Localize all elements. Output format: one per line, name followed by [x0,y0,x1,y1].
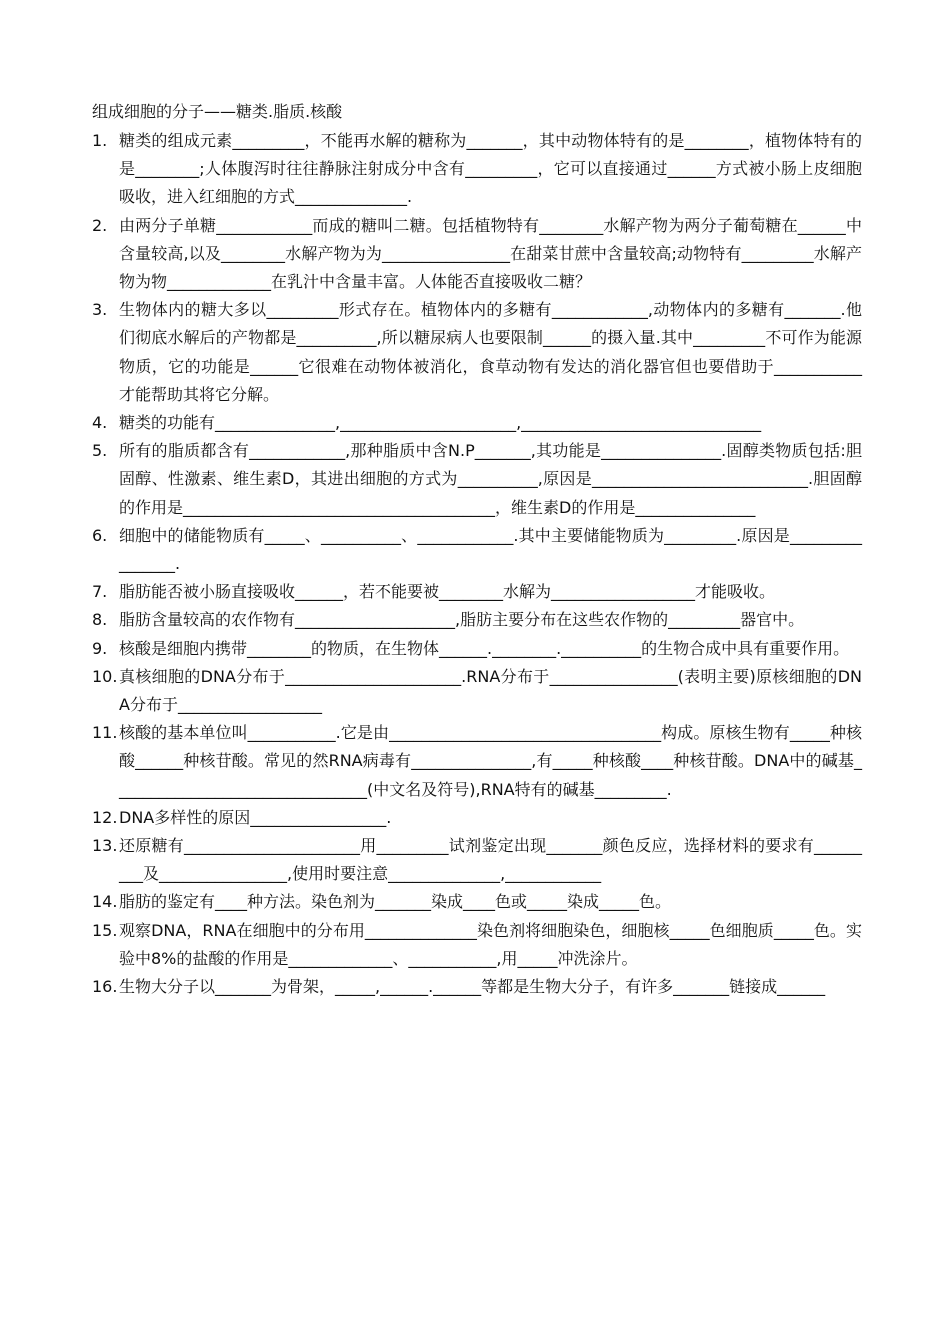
question-item [92,296,862,409]
question-item [92,888,862,916]
question-number: 5. [92,441,108,461]
question-text: 糖类的组成元素_________，不能再水解的糖称为_______，其中动物体特有的是________，植物体特有的是________;人体腹泻时往往静脉注射成分中含有_________，它可以直接通过______方式被小肠上皮细胞吸收，进入红细胞的方式______________. [119,131,862,207]
question-item [92,635,862,663]
document-title: 组成细胞的分子——糖类.脂质.核酸 [92,102,343,121]
question-number: 4. [92,413,108,433]
question-item [92,719,862,804]
question-item [92,973,862,1001]
question-item [92,663,862,719]
question-text: 核酸的基本单位叫___________.它是由__________________________________构成。原核生物有_____种核酸______种核苷酸。常见的然RNA病毒有_______________,有_____种核酸____种核苷酸。DNA中的碱基________________________________(中文名及符号),RNA特有的碱基_________. [119,723,862,799]
question-list [92,127,862,1001]
question-number: 16. [92,977,118,997]
question-number: 8. [92,610,108,630]
question-item [92,212,862,297]
question-number: 14. [92,892,118,912]
question-item [92,917,862,973]
question-text: 生物大分子以_______为骨架，_____,______.______等都是生物大分子，有许多_______链接成______ [119,977,826,997]
question-number: 15. [92,920,118,940]
question-text: 还原糖有______________________用_________试剂鉴定出现_______颜色反应，选择材料的要求有_________及________________,使用时要注意______________,____________ [119,836,862,884]
question-number: 10. [92,666,118,686]
question-number: 13. [92,836,118,856]
question-number: 9. [92,638,108,658]
question-number: 6. [92,525,108,545]
question-text: DNA多样性的原因_________________. [119,807,392,827]
question-number: 1. [92,131,108,150]
question-text: 脂肪含量较高的农作物有____________________,脂肪主要分布在这些农作物的_________器官中。 [119,610,805,630]
question-item [92,522,862,578]
question-item [92,578,862,606]
question-text: 糖类的功能有_______________,______________________,______________________________ [119,413,762,433]
question-item [92,437,862,522]
question-item [92,409,862,437]
question-number: 3. [92,300,108,320]
question-text: 观察DNA，RNA在细胞中的分布用______________染色剂将细胞染色，细胞核_____色细胞质_____色。实验中8%的盐酸的作用是_____________、___________,用_____冲洗涂片。 [119,920,862,968]
question-item [92,606,862,634]
question-number: 2. [92,215,108,235]
question-number: 12. [92,807,118,827]
question-text: 所有的脂质都含有____________,那种脂质中含N.P_______,其功能是_______________.固醇类物质包括:胆固醇、性激素、维生素D，其进出细胞的方式为__________,原因是___________________________.胆固醇的作用是_______________________________________，维生素D的作用是_______________ [119,441,862,517]
question-item [92,127,862,212]
question-text: 真核细胞的DNA分布于______________________.RNA分布于________________(表明主要)原核细胞的DNA分布于__________________ [119,666,862,715]
question-text: 由两分子单糖____________而成的糖叫二糖。包括植物特有________水解产物为两分子葡萄糖在______中含量较高,以及________水解产物为为________________在甜菜甘蔗中含量较高;动物特有_________水解产物为物_____________在乳汁中含量丰富。人体能否直接吸收二糖？ [119,215,862,292]
question-text: 核酸是细胞内携带________的物质，在生物体______.________.__________的生物合成中具有重要作用。 [119,638,850,658]
question-item [92,832,862,888]
question-text: 脂肪的鉴定有____种方法。染色剂为_______染成____色或_____染成_____色。 [119,892,672,912]
question-text: 脂肪能否被小肠直接吸收______，若不能要被________水解为__________________才能吸收。 [119,582,776,602]
document-page [92,98,862,1001]
question-number: 11. [92,723,118,743]
question-text: 细胞中的储能物质有_____、__________、____________.其中主要储能物质为_________.原因是________________. [119,525,862,574]
question-text: 生物体内的糖大多以_________形式存在。植物体内的多糖有____________,动物体内的多糖有_______.他们彻底水解后的产物都是__________,所以糖尿病人也要限制______的摄入量.其中_________不可作为能源物质，它的功能是______它很难在动物体被消化，食草动物有发达的消化器官但也要借助于___________才能帮助其将它分解。 [119,300,862,404]
question-number: 7. [92,582,108,602]
question-item [92,804,862,832]
